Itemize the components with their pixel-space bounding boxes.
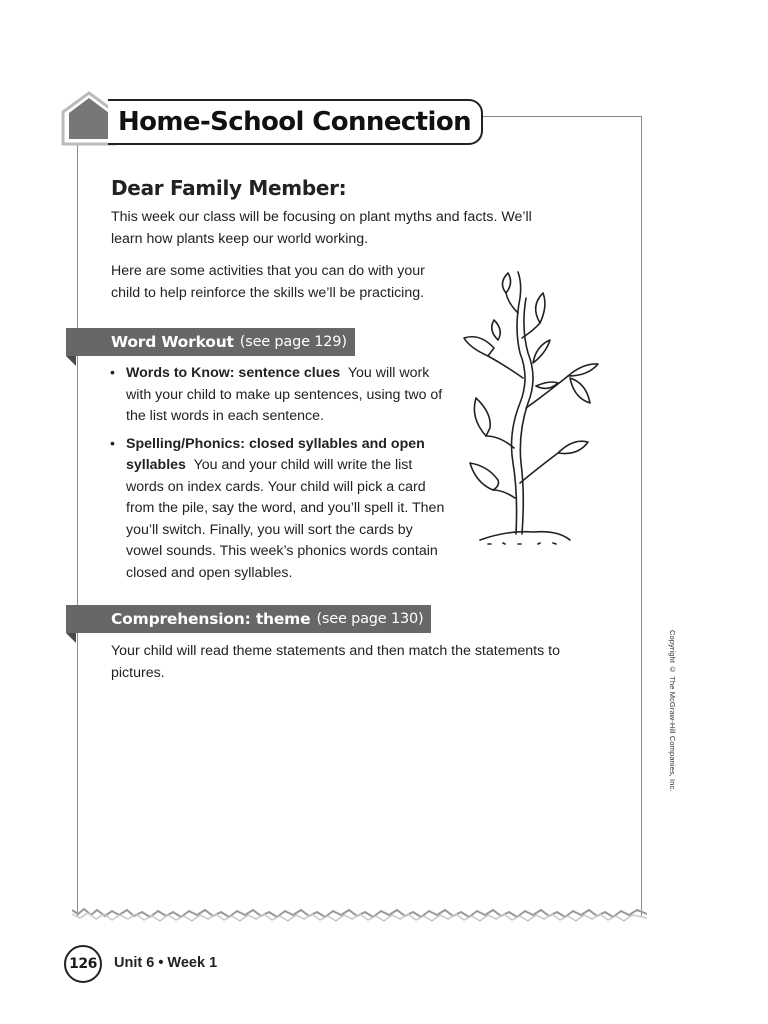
list-item [110, 434, 450, 585]
word-workout-list [110, 363, 450, 590]
page-reference: (see page 129) [239, 334, 347, 350]
bullet: • [110, 435, 115, 452]
header-fold [66, 633, 76, 643]
title-banner [108, 99, 483, 145]
page-number: 126 [64, 945, 102, 983]
comprehension-paragraph: Your child will read theme statements and then match the statements to pictures. [111, 643, 560, 681]
torn-edge [72, 900, 647, 926]
section-title: Comprehension: theme [111, 610, 311, 628]
word-workout-header [66, 328, 355, 356]
header-fold [66, 356, 76, 366]
comprehension-header [66, 605, 431, 633]
bullet-lead: Words to Know: sentence clues [126, 365, 341, 381]
bullet: • [110, 365, 115, 381]
bullet-text: You will work with your child to make up sentences, using two of the list words in each sentence. [126, 365, 443, 424]
list-item [110, 363, 450, 428]
separator: • [158, 955, 164, 971]
bullet-text: You and your child will write the list words on index cards. Your child will pick a card from the pile, say the word, and you’ll spell it. Then you’ll switch. Finally, you will sort the cards by vowel sounds. This week’s phonics words contain closed and open syllables. [126, 457, 445, 581]
bullet-lead: Spelling/Phonics: closed syllables and open syllables [126, 435, 425, 473]
page-reference: (see page 130) [316, 611, 424, 627]
page-title: Home-School Connection [118, 107, 471, 137]
unit-label: Unit 6 [114, 955, 155, 971]
greeting: Dear Family Member: [111, 176, 347, 200]
intro-paragraph: This week our class will be focusing on plant myths and facts. We’ll learn how plants keep our world working. [111, 209, 532, 247]
copyright-notice: Copyright © The McGraw-Hill Companies, Inc. [668, 630, 677, 792]
unit-week-label [114, 955, 217, 971]
week-label: Week 1 [167, 955, 218, 971]
plant-illustration [458, 268, 608, 553]
activities-paragraph: Here are some activities that you can do with your child to help reinforce the skills we’ll be practicing. [111, 263, 425, 301]
section-title: Word Workout [111, 333, 234, 351]
